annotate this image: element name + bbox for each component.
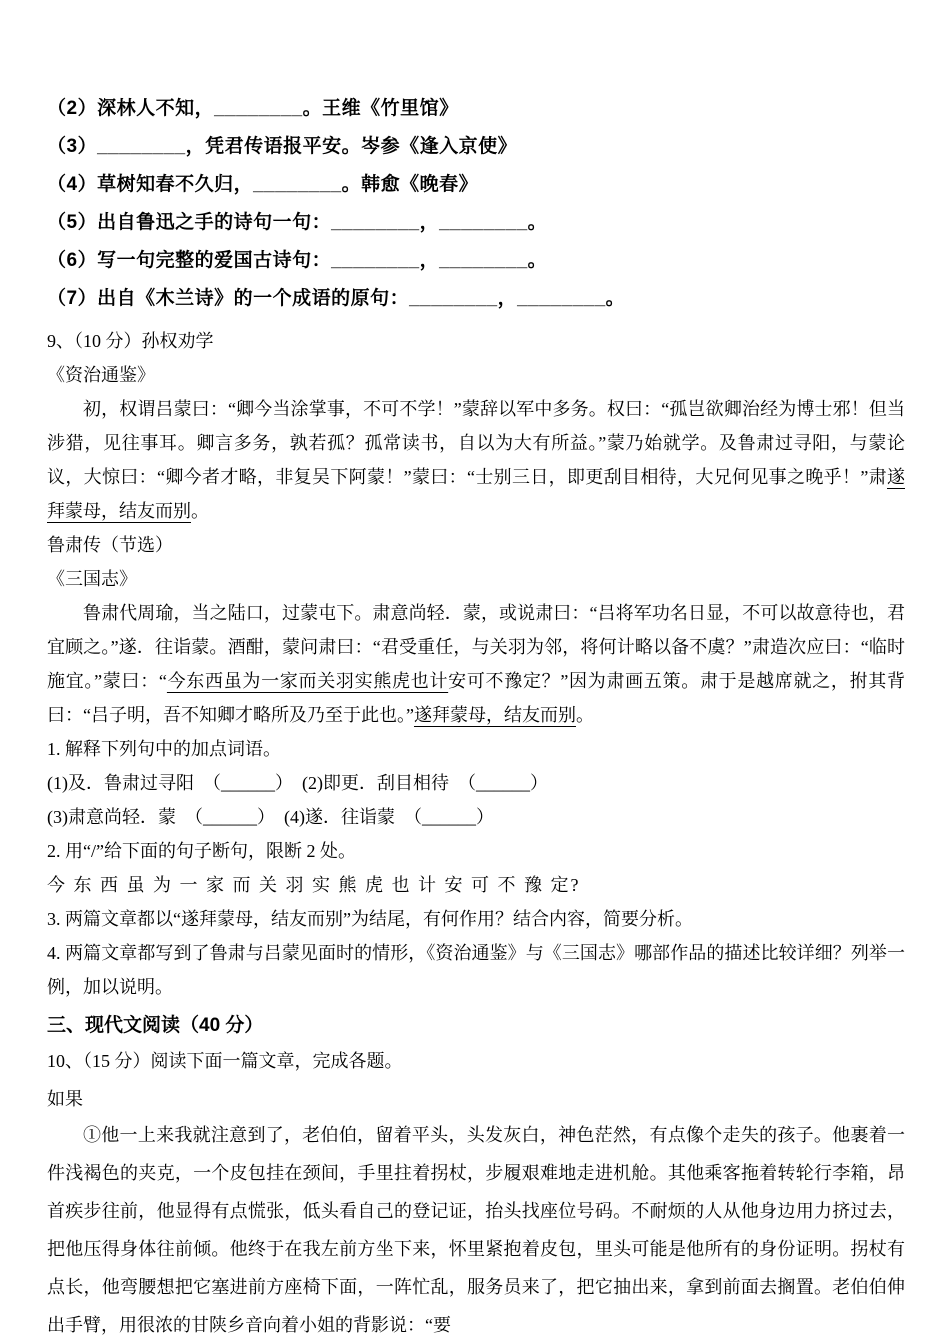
q9-source1-title: 《资治通鉴》 bbox=[47, 365, 155, 385]
passage2-underlined-text-2: 遂拜蒙母，结友而别 bbox=[413, 705, 576, 725]
fill-blank-item-7: （7）出自《木兰诗》的一个成语的原句：________，________。 bbox=[47, 288, 626, 309]
q9-source2-title: 《三国志》 bbox=[47, 569, 137, 589]
fill-blank-item-6: （6）写一句完整的爱国古诗句：________，________。 bbox=[47, 250, 548, 271]
q9-passage1 bbox=[47, 392, 905, 528]
q9-heading: 9、（10 分）孙权劝学 bbox=[47, 331, 214, 351]
passage2-period: 。 bbox=[575, 705, 594, 725]
q9-subtitle: 鲁肃传（节选） bbox=[47, 535, 173, 555]
q9-sub-question-2: 2. 用“/”给下面的句子断句，限断 2 处。 bbox=[47, 841, 356, 861]
q9-passage2 bbox=[47, 596, 905, 732]
section3-modern-reading bbox=[47, 1008, 905, 1344]
fill-blank-item-4: （4）草树知春不久归，________。韩愈《晚春》 bbox=[47, 174, 479, 195]
passage1-text: 初，权谓吕蒙曰：“卿今当涂掌事，不可不学！”蒙辞以军中多务。权曰：“孤岂欲卿治经为博士邪！但当涉猎，见往事耳。卿言多务，孰若孤？孤常读书，自以为大有所益。”蒙乃始就学。及鲁肃过寻阳，与蒙论议，大惊曰：“卿今者才略，非复吴下阿蒙！”蒙曰：“士别三日，即更刮目相待，大兄何见事之晚乎！”肃 bbox=[47, 399, 905, 487]
q9-sub-question-4: 4. 两篇文章都写到了鲁肃与吕蒙见面时的情形，《资治通鉴》与《三国志》哪部作品的描述比较详细？列举一例，加以说明。 bbox=[47, 943, 905, 997]
q9-sub-question-2-sentence: 今 东 西 虽 为 一 家 而 关 羽 实 熊 虎 也 计 安 可 不 豫 定? bbox=[47, 875, 581, 895]
section3-heading: 三、现代文阅读（40 分） bbox=[47, 1015, 264, 1036]
passage2-text-2: 安可不豫定？”因为肃画五策。肃于是越席就之，拊其背曰：“吕子明，吾不知卿才略所及乃至于此也。” bbox=[47, 671, 906, 725]
q8-fill-in-blanks-section bbox=[47, 90, 905, 318]
q9-classical-reading-section bbox=[47, 324, 905, 1004]
q9-sub-question-1-row-1: (1)及．鲁肃过寻阳 （______） (2)即更．刮目相待 （______） bbox=[47, 773, 548, 793]
q10-heading: 10、（15 分）阅读下面一篇文章，完成各题。 bbox=[47, 1051, 403, 1071]
passage1-period: 。 bbox=[191, 501, 209, 521]
essay-paragraph-1: ①他一上来我就注意到了，老伯伯，留着平头，头发灰白，神色茫然，有点像个走失的孩子。他裹着一件浅褐色的夹克，一个皮包挂在颈间，手里拄着拐杖，步履艰难地走进机舱。其他乘客拖着转轮行李箱，昂首疾步往前，他显得有点慌张，低头看自己的登记证，抬头找座位号码。不耐烦的人从他身边用力挤过去，把他压得身体往前倾。他终于在我左前方坐下来，怀里紧抱着皮包，里头可能是他所有的身份证明。拐杖有点长，他弯腰想把它塞进前方座椅下面，一阵忙乱，服务员来了，把它抽出来，拿到前面去搁置。老伯伯伸出手臂，用很浓的甘陕乡音向着小姐的背影说：“要 bbox=[47, 1125, 905, 1335]
passage2-underlined-text-1: 今东西虽为一家而关羽实熊虎也计 bbox=[166, 671, 449, 691]
fill-blank-item-5: （5）出自鲁迅之手的诗句一句：________，________。 bbox=[47, 212, 548, 233]
q9-sub-question-1: 1. 解释下列句中的加点词语。 bbox=[47, 739, 281, 759]
fill-blank-item-2: （2）深林人不知，________。王维《竹里馆》 bbox=[47, 98, 459, 119]
q9-sub-question-3: 3. 两篇文章都以“遂拜蒙母，结友而别”为结尾，有何作用？结合内容，简要分析。 bbox=[47, 909, 693, 929]
passage2-text-1: 鲁肃代周瑜，当之陆口，过蒙屯下。肃意尚轻．蒙，或说肃曰：“吕将军功名日显，不可以故意待也，君宜顾之。”遂．往诣蒙。酒酣，蒙问肃曰：“君受重任，与关羽为邻，将何计略以备不虞？”肃造次应曰：“临时施宜。”蒙曰：“ bbox=[47, 603, 905, 691]
q9-sub-question-1-row-2: (3)肃意尚轻．蒙 （______） (4)遂．往诣蒙 （______） bbox=[47, 807, 494, 827]
passage1-underlined-text: 遂拜蒙母，结友而别 bbox=[47, 467, 905, 521]
essay-title: 如果 bbox=[47, 1089, 83, 1109]
fill-blank-item-3: （3）________，凭君传语报平安。岑参《逢入京使》 bbox=[47, 136, 518, 157]
